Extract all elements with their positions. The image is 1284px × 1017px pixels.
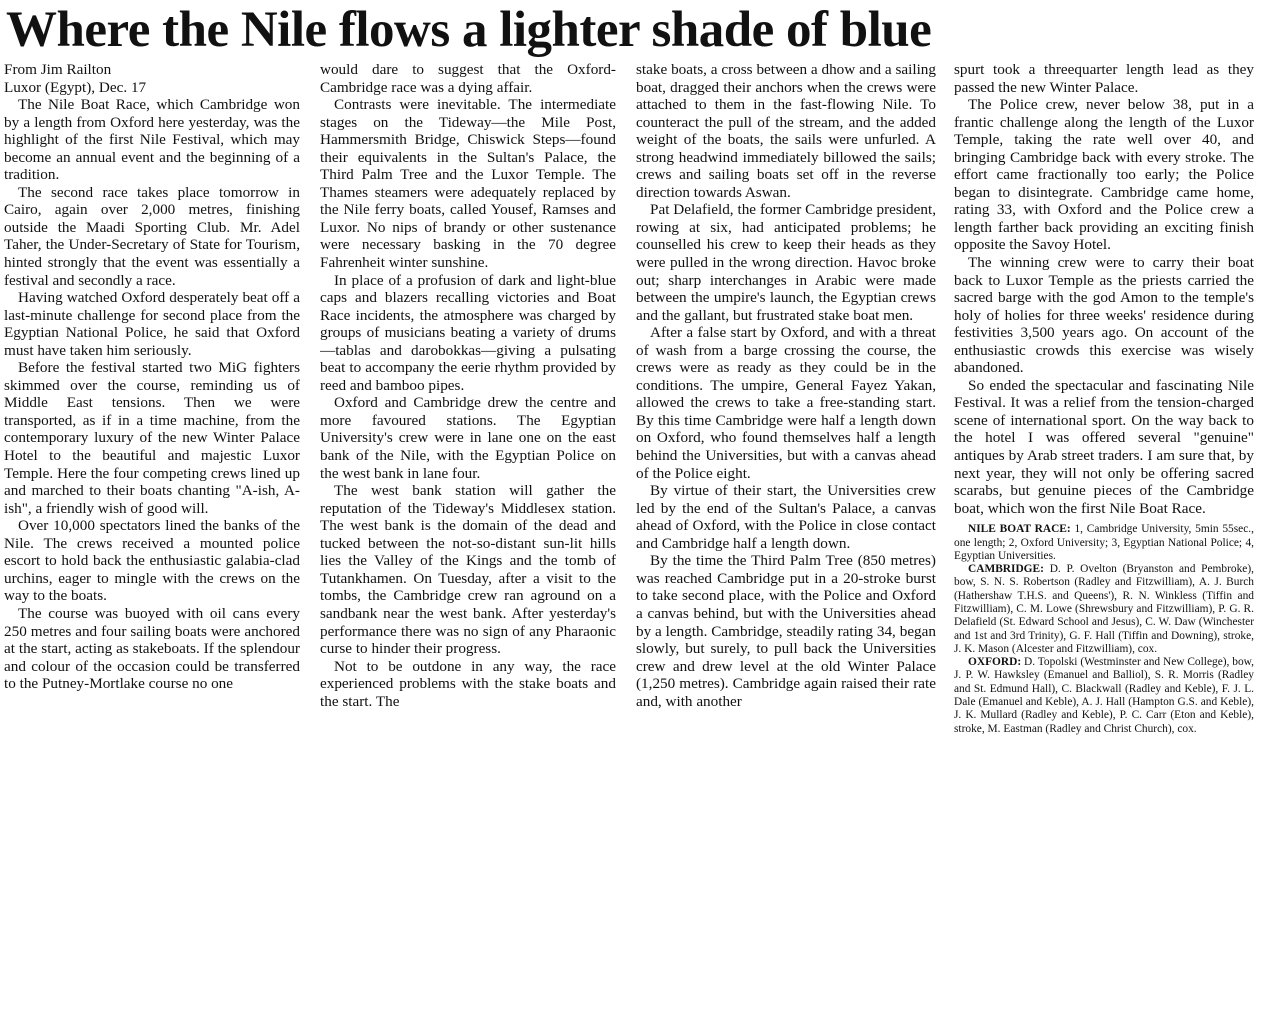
results-cambridge-label: CAMBRIDGE: [968, 563, 1044, 576]
results-race-label: NILE BOAT RACE: [968, 523, 1071, 536]
paragraph: The west bank station will gather the reputation of the Tideway's Middlesex station. The west bank is the domain of the dead and tucked between the not-so-distant sun-lit hills lies the Valley of the Kings and the tomb of Tutankhamen. On Tuesday, after a visit to the tombs, the Cambridge crew ran aground on a sandbank near the west bank. After yesterday's performance there was no sign of any Pharaonic curse to hinder their progress. [320, 482, 616, 658]
paragraph: spurt took a threequarter length lead as they passed the new Winter Palace. [954, 61, 1254, 96]
results-race [954, 523, 1254, 563]
paragraph: Pat Delafield, the former Cambridge president, rowing at six, had anticipated problems; he counselled his crew to keep their heads as they were pulled in the wrong direction. Havoc broke out; sharp interchanges in Arabic were made between the umpire's launch, the Egyptian crews and the gallant, but frustrated stake boat men. [636, 201, 936, 324]
byline-author: From Jim Railton [4, 61, 112, 78]
paragraph: By virtue of their start, the Universities crew led by the end of the Sultan's Palace, a canvas ahead of Oxford, with the Police in close contact and Cambridge half a length down. [636, 482, 936, 552]
column-2 [320, 61, 616, 1015]
paragraph: Contrasts were inevitable. The intermediate stages on the Tideway—the Mile Post, Hammersmith Bridge, Chiswick Steps—found their equivalents in the Sultan's Palace, the Third Palm Tree and the Luxor Temple. The Thames steamers were adequately replaced by the Nile ferry boats, called Yousef, Ramses and Luxor. No nips of brandy or other sustenance were necessary basking in the 70 degree Fahrenheit winter sunshine. [320, 96, 616, 272]
paragraph: After a false start by Oxford, and with a threat of wash from a barge crossing the course, the crews were as ready as they could be in the conditions. The umpire, General Fayez Yakan, allowed the crews to take a free-standing start. By this time Cambridge were half a length down on Oxford, who found themselves half a length behind the Universities, but with a canvas ahead of the Police eight. [636, 324, 936, 482]
paragraph: Oxford and Cambridge drew the centre and more favoured stations. The Egyptian University's crew were in lane one on the east bank of the Nile, with the Egyptian Police on the west bank in lane four. [320, 394, 616, 482]
results-oxford-text: D. Topolski (Westminster and New College), bow, J. P. W. Hawksley (Emanuel and Balliol), S. R. Morris (Radley and St. Edmund Hall), C. Blackwall (Radley and Keble), F. J. L. Dale (Emanuel and Keble), A. J. Hall (Hampton G.S. and Keble), J. K. Mullard (Radley and Keble), P. C. Carr (Eton and Keble), stroke, M. Eastman (Radley and Christ Church), cox. [954, 656, 1254, 735]
paragraph: would dare to suggest that the Oxford-Cambridge race was a dying affair. [320, 61, 616, 96]
paragraph: Over 10,000 spectators lined the banks of the Nile. The crews received a mounted police escort to hold back the enthusiastic galabia-clad urchins, eager to mingle with the crews on the way to the boats. [4, 517, 300, 605]
paragraph: The Nile Boat Race, which Cambridge won by a length from Oxford here yesterday, was the highlight of the first Nile Festival, which may become an annual event and the beginning of a tradition. [4, 96, 300, 184]
column-1 [4, 61, 300, 1015]
paragraph: Having watched Oxford desperately beat off a last-minute challenge for second place from the Egyptian National Police, he said that Oxford must have taken him seriously. [4, 289, 300, 359]
results-oxford-label: OXFORD: [968, 656, 1022, 669]
column-3 [636, 61, 936, 1015]
paragraph: In place of a profusion of dark and light-blue caps and blazers recalling victories and Boat Race incidents, the atmosphere was charged by groups of musicians beating a variety of drums—tablas and darobokkas—giving a pulsating beat to accompany the eerie rhythm provided by reed and bamboo pipes. [320, 271, 616, 394]
results-cambridge [954, 563, 1254, 656]
paragraph: Not to be outdone in any way, the race experienced problems with the stake boats and the start. The [320, 657, 616, 710]
column-4 [954, 61, 1254, 1015]
paragraph: Before the festival started two MiG fighters skimmed over the course, reminding us of Middle East tensions. Then we were transported, as if in a time machine, from the contemporary luxury of the new Winter Palace Hotel to the beautiful and majestic Luxor Temple. Here the four competing crews lined up and marched to their boats chanting "A-ish, A-ish", a friendly wish of good will. [4, 359, 300, 517]
race-results [954, 523, 1254, 736]
paragraph: stake boats, a cross between a dhow and a sailing boat, dragged their anchors when the crews were attached to them in the fast-flowing Nile. To counteract the pull of the stream, and the added weight of the boats, the sails were unfurled. A strong headwind immediately billowed the sails; crews and sailing boats set off in the reverse direction towards Aswan. [636, 61, 936, 201]
paragraph: The course was buoyed with oil cans every 250 metres and four sailing boats were anchored at the start, acting as stakeboats. If the splendour and colour of the occasion could be transferred to the Putney-Mortlake course no one [4, 604, 300, 693]
paragraph: So ended the spectacular and fascinating Nile Festival. It was a relief from the tension-charged scene of international sport. On the way back to the hotel I was offered several "genuine" antiques by Arab street traders. I am sure that, by next year, they will not only be offering sacred scarabs, but genuine pieces of the Cambridge boat, which won the first Nile Boat Race. [954, 376, 1254, 517]
headline: Where the Nile flows a lighter shade of blue [6, 2, 932, 58]
byline-dateline: Luxor (Egypt), Dec. 17 [4, 78, 147, 96]
paragraph: By the time the Third Palm Tree (850 metres) was reached Cambridge put in a 20-stroke burst to take second place, with the Police and Oxford a canvas behind, but with the Universities ahead by a length. Cambridge, steadily rating 34, began slowly, but surely, to pull back the Universities crew and drew level at the old Winter Palace (1,250 metres). Cambridge again raised their rate and, with another [636, 552, 936, 710]
paragraph: The second race takes place tomorrow in Cairo, again over 2,000 metres, finishing outside the Maadi Sporting Club. Mr. Adel Taher, the Under-Secretary of State for Tourism, hinted strongly that the event was essentially a festival and secondly a race. [4, 183, 300, 289]
paragraph: The winning crew were to carry their boat back to Luxor Temple as the priests carried the sacred barge with the god Amon to the temple's holy of holies for three weeks' residence during festivities 3,500 years ago. On account of the enthusiastic crowds this exercise was wisely abandoned. [954, 254, 1254, 377]
results-race-text: 1, Cambridge University, 5min 55sec., one length; 2, Oxford University; 3, Egyptian National Police; 4, Egyptian Universities. [954, 523, 1254, 562]
results-cambridge-text: D. P. Ovelton (Bryanston and Pembroke), bow, S. N. S. Robertson (Radley and Fitzwilliam), A. J. Burch (Hathershaw T.H.S. and Queens'), R. N. Winkless (Tiffin and Fitzwilliam), C. M. Lowe (Shrewsbury and Fitzwilliam), P. G. R. Delafield (St. Edward School and Jesus), C. W. Daw (Winchester and 1st and 3rd Trinity), G. F. Hall (Tiffin and Downing), stroke, J. K. Mason (Alcester and Fitzwilliam), cox. [954, 563, 1254, 655]
results-oxford [954, 656, 1254, 736]
paragraph: The Police crew, never below 38, put in a frantic challenge along the length of the Luxor Temple, taking the rate well over 40, and bringing Cambridge back with every stroke. The effort came fractionally too early; the Police began to disintegrate. Cambridge came home, rating 33, with Oxford and the Police crew a length farther back providing an exciting finish opposite the Savoy Hotel. [954, 96, 1254, 254]
